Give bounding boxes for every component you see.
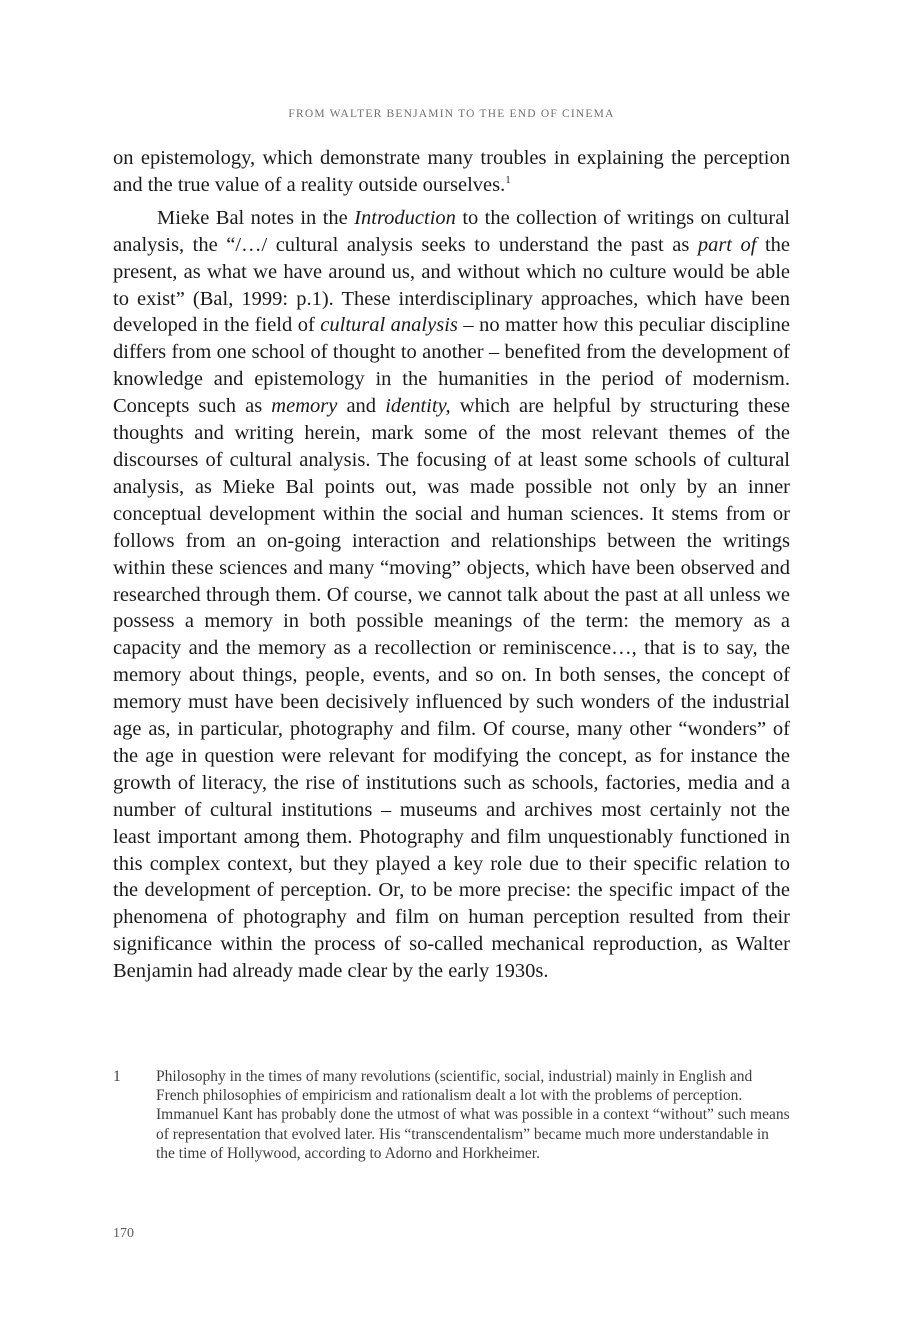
emphasis: memory <box>271 395 338 418</box>
text-run: to the collection of writings on cultural analysis, the “/…/ cultural analysis seeks to understand the past as <box>113 206 790 256</box>
footnote-number: 1 <box>113 1068 121 1085</box>
paragraph-text: on epistemology, which demonstrate many troubles in explaining the perception and the true value of a reality outside ourselves. <box>113 147 790 196</box>
emphasis: part of <box>697 233 757 256</box>
text-run: Mieke Bal notes in the <box>157 206 355 229</box>
running-head: FROM WALTER BENJAMIN TO THE END OF CINEMA <box>288 108 615 120</box>
paragraph-continued <box>113 145 790 199</box>
emphasis: cultural analysis <box>320 314 458 337</box>
page-number: 170 <box>113 1226 134 1241</box>
paragraph <box>113 205 790 985</box>
emphasis: Introduction <box>354 206 456 229</box>
body-text <box>113 145 790 985</box>
text-run: which are helpful by structuring these thoughts and writing herein, mark some of the most relevant themes of the discourses of cultural analysis. The focusing of at least some schools of cultural analysis, as Mieke Bal points out, was made possible not only by an inner conceptual development within the social and human sciences. It stems from or follows from an on-going interaction and relationships between the writings within these sciences and many “moving” objects, which have been observed and researched through them. Of course, we cannot talk about the past at all unless we possess a memory in both possible meanings of the term: the memory as a capacity and the memory as a recollection or reminiscence…, that is to say, the memory about things, people, events, and so on. In both senses, the concept of memory must have been decisively influenced by such wonders of the industrial age as, in particular, photography and film. Of course, many other “wonders” of the age in question were relevant for modifying the concept, as for instance the growth of literacy, the rise of institutions such as schools, factories, media and a number of cultural institutions – museums and archives most certainly not the least important among them. Photography and film unquestionably functioned in this complex context, but they played a key role due to their specific relation to the development of perception. Or, to be more precise: the specific impact of the phenomena of photography and film on human perception resulted from their significance within the process of so-called mechanical reproduction, as Walter Benjamin had already made clear by the early 1930s. <box>113 395 790 983</box>
footnote-text: Philosophy in the times of many revolutions (scientific, social, industrial) mainly in English and French philosophies of empiricism and rationalism dealt a lot with the problems of perception. Immanuel Kant has probably done the utmost of what was possible in a context “without” such means of representation that evolved later. His “transcendentalism” became much more understandable in the time of Hollywood, according to Adorno and Horkheimer. <box>156 1068 790 1162</box>
text-run: – no matter how this peculiar discipline differs from one school of thought to another – benefited from the development of knowledge and epistemology in the humanities in the period of modernism. Concepts such as <box>113 314 790 418</box>
emphasis: identity, <box>385 395 451 418</box>
footnotes <box>113 1067 790 1163</box>
footnote <box>113 1067 790 1163</box>
text-run: the present, as what we have around us, and without which no culture would be able to exist” (Bal, 1999: p.1). These interdisciplinary approaches, which have been developed in the field of <box>113 233 790 337</box>
text-run: and <box>337 395 386 418</box>
footnote-reference[interactable]: 1 <box>505 174 511 187</box>
